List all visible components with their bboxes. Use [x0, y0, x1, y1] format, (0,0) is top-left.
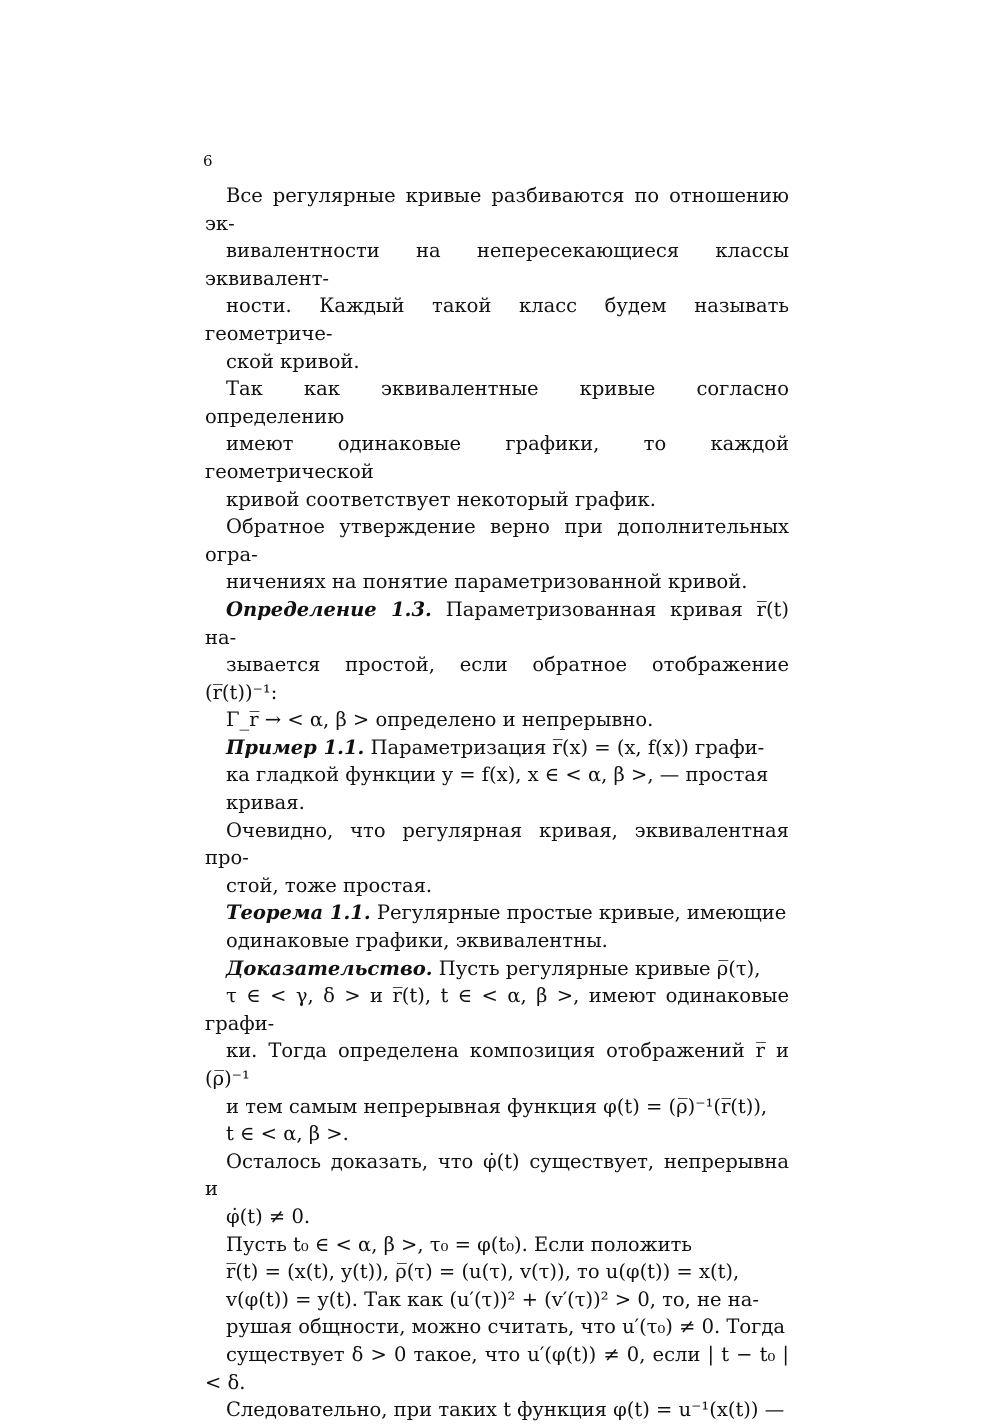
- line-text: Пусть t₀ ∈ < α, β >, τ₀ = φ(t₀). Если положить: [226, 1232, 693, 1256]
- text-line: [205, 292, 789, 347]
- line-text: τ ∈ < γ, δ > и r̅(t), t ∈ < α, β >, имеют одинаковые графи-: [205, 984, 789, 1035]
- text-line: [205, 237, 789, 292]
- text-line: [205, 596, 789, 651]
- text-line: [205, 1203, 789, 1231]
- paragraph: [205, 375, 789, 513]
- line-text: Так как эквивалентные кривые согласно определению: [205, 377, 789, 428]
- page-number: 6: [203, 152, 213, 170]
- line-text: зывается простой, если обратное отображение (r̅(t))⁻¹:: [205, 653, 789, 704]
- paragraph-heading: Пример 1.1.: [226, 735, 365, 759]
- line-text: ки. Тогда определена композиция отображений r̅ и (ρ̅)⁻¹: [205, 1039, 789, 1090]
- text-line: [205, 761, 789, 789]
- text-line: [205, 375, 789, 430]
- text-line: [205, 1120, 789, 1148]
- text-line: [205, 1341, 789, 1396]
- line-text: t ∈ < α, β >.: [226, 1122, 349, 1146]
- line-text: кривой соответствует некоторый график.: [226, 487, 656, 511]
- text-line: [205, 1313, 789, 1341]
- text-line: [205, 1148, 789, 1203]
- line-text: существует δ > 0 такое, что u′(φ(t)) ≠ 0, если | t − t₀ |< δ.: [205, 1342, 789, 1394]
- text-line: [205, 982, 789, 1037]
- line-text: ности. Каждый такой класс будем называть геометриче-: [205, 294, 789, 345]
- line-text: и тем самым непрерывная функция φ(t) = (ρ̅)⁻¹(r̅(t)),: [226, 1094, 768, 1118]
- paragraph: [205, 1148, 789, 1231]
- text-line: [205, 1286, 789, 1314]
- paragraph: [205, 596, 789, 734]
- paragraph-heading: Определение 1.3.: [226, 597, 432, 621]
- line-text: ничениях на понятие параметризованной кривой.: [226, 570, 748, 594]
- paragraph: [205, 899, 789, 954]
- line-text: рушая общности, можно считать, что u′(τ₀) ≠ 0. Тогда: [226, 1315, 786, 1339]
- paragraph: [205, 734, 789, 817]
- text-line: [205, 430, 789, 485]
- text-line: [205, 734, 789, 762]
- text-line: [205, 486, 789, 514]
- paragraph-heading: Доказательство.: [226, 956, 433, 980]
- line-text: Параметризованная кривая r̅(t) на-: [205, 597, 789, 649]
- text-line: [205, 651, 789, 706]
- text-line: [205, 182, 789, 237]
- text-line: [205, 927, 789, 955]
- paragraph: [205, 1231, 789, 1424]
- text-line: [205, 1258, 789, 1286]
- line-text: вивалентности на непересекающиеся классы эквивалент-: [205, 239, 789, 290]
- line-text: стой, тоже простая.: [226, 873, 433, 897]
- line-text: кривая.: [226, 791, 305, 815]
- paragraph: [205, 817, 789, 900]
- paragraph-heading: Теорема 1.1.: [226, 901, 371, 925]
- text-line: [205, 872, 789, 900]
- paragraph: [205, 513, 789, 596]
- text-line: [205, 706, 789, 734]
- line-text: Обратное утверждение верно при дополнительных огра-: [205, 515, 789, 566]
- line-text: Все регулярные кривые разбиваются по отношению эк-: [205, 184, 789, 235]
- line-text: ской кривой.: [226, 349, 360, 373]
- line-text: ка гладкой функции y = f(x), x ∈ < α, β >, — простая: [226, 763, 769, 787]
- line-text: Осталось доказать, что φ̇(t) существует, непрерывна и: [205, 1149, 789, 1201]
- line-text: Γ_r̅ → < α, β > определено и непрерывно.: [226, 708, 654, 732]
- line-text: r̅(t) = (x(t), y(t)), ρ̅(τ) = (u(τ), v(τ)), то u(φ(t)) = x(t),: [226, 1260, 740, 1284]
- text-line: [205, 817, 789, 872]
- paragraph: [205, 955, 789, 1148]
- line-text: Пусть регулярные кривые ρ̅(τ),: [438, 956, 761, 980]
- text-line: [205, 1396, 789, 1424]
- text-line: [205, 568, 789, 596]
- line-text: имеют одинаковые графики, то каждой геометрической: [205, 432, 789, 483]
- text-line: [205, 955, 789, 983]
- text-line: [205, 899, 789, 927]
- line-text: φ̇(t) ≠ 0.: [226, 1204, 311, 1228]
- text-line: [205, 789, 789, 817]
- line-text: Регулярные простые кривые, имеющие: [376, 901, 787, 925]
- text-line: [205, 1231, 789, 1259]
- text-line: [205, 1037, 789, 1092]
- line-text: Параметризация r̅(x) = (x, f(x)) графи-: [370, 735, 765, 759]
- line-text: v(φ(t)) = y(t). Так как (u′(τ))² + (v′(τ))² > 0, то, не на-: [226, 1287, 760, 1311]
- text-line: [205, 513, 789, 568]
- text-line: [205, 1093, 789, 1121]
- line-text: Следовательно, при таких t функция φ(t) = u⁻¹(x(t)) —: [226, 1398, 785, 1422]
- text-line: [205, 348, 789, 376]
- line-text: Очевидно, что регулярная кривая, эквивалентная про-: [205, 818, 789, 870]
- page-body: [205, 182, 789, 1424]
- paragraph: [205, 182, 789, 375]
- line-text: одинаковые графики, эквивалентны.: [226, 929, 608, 953]
